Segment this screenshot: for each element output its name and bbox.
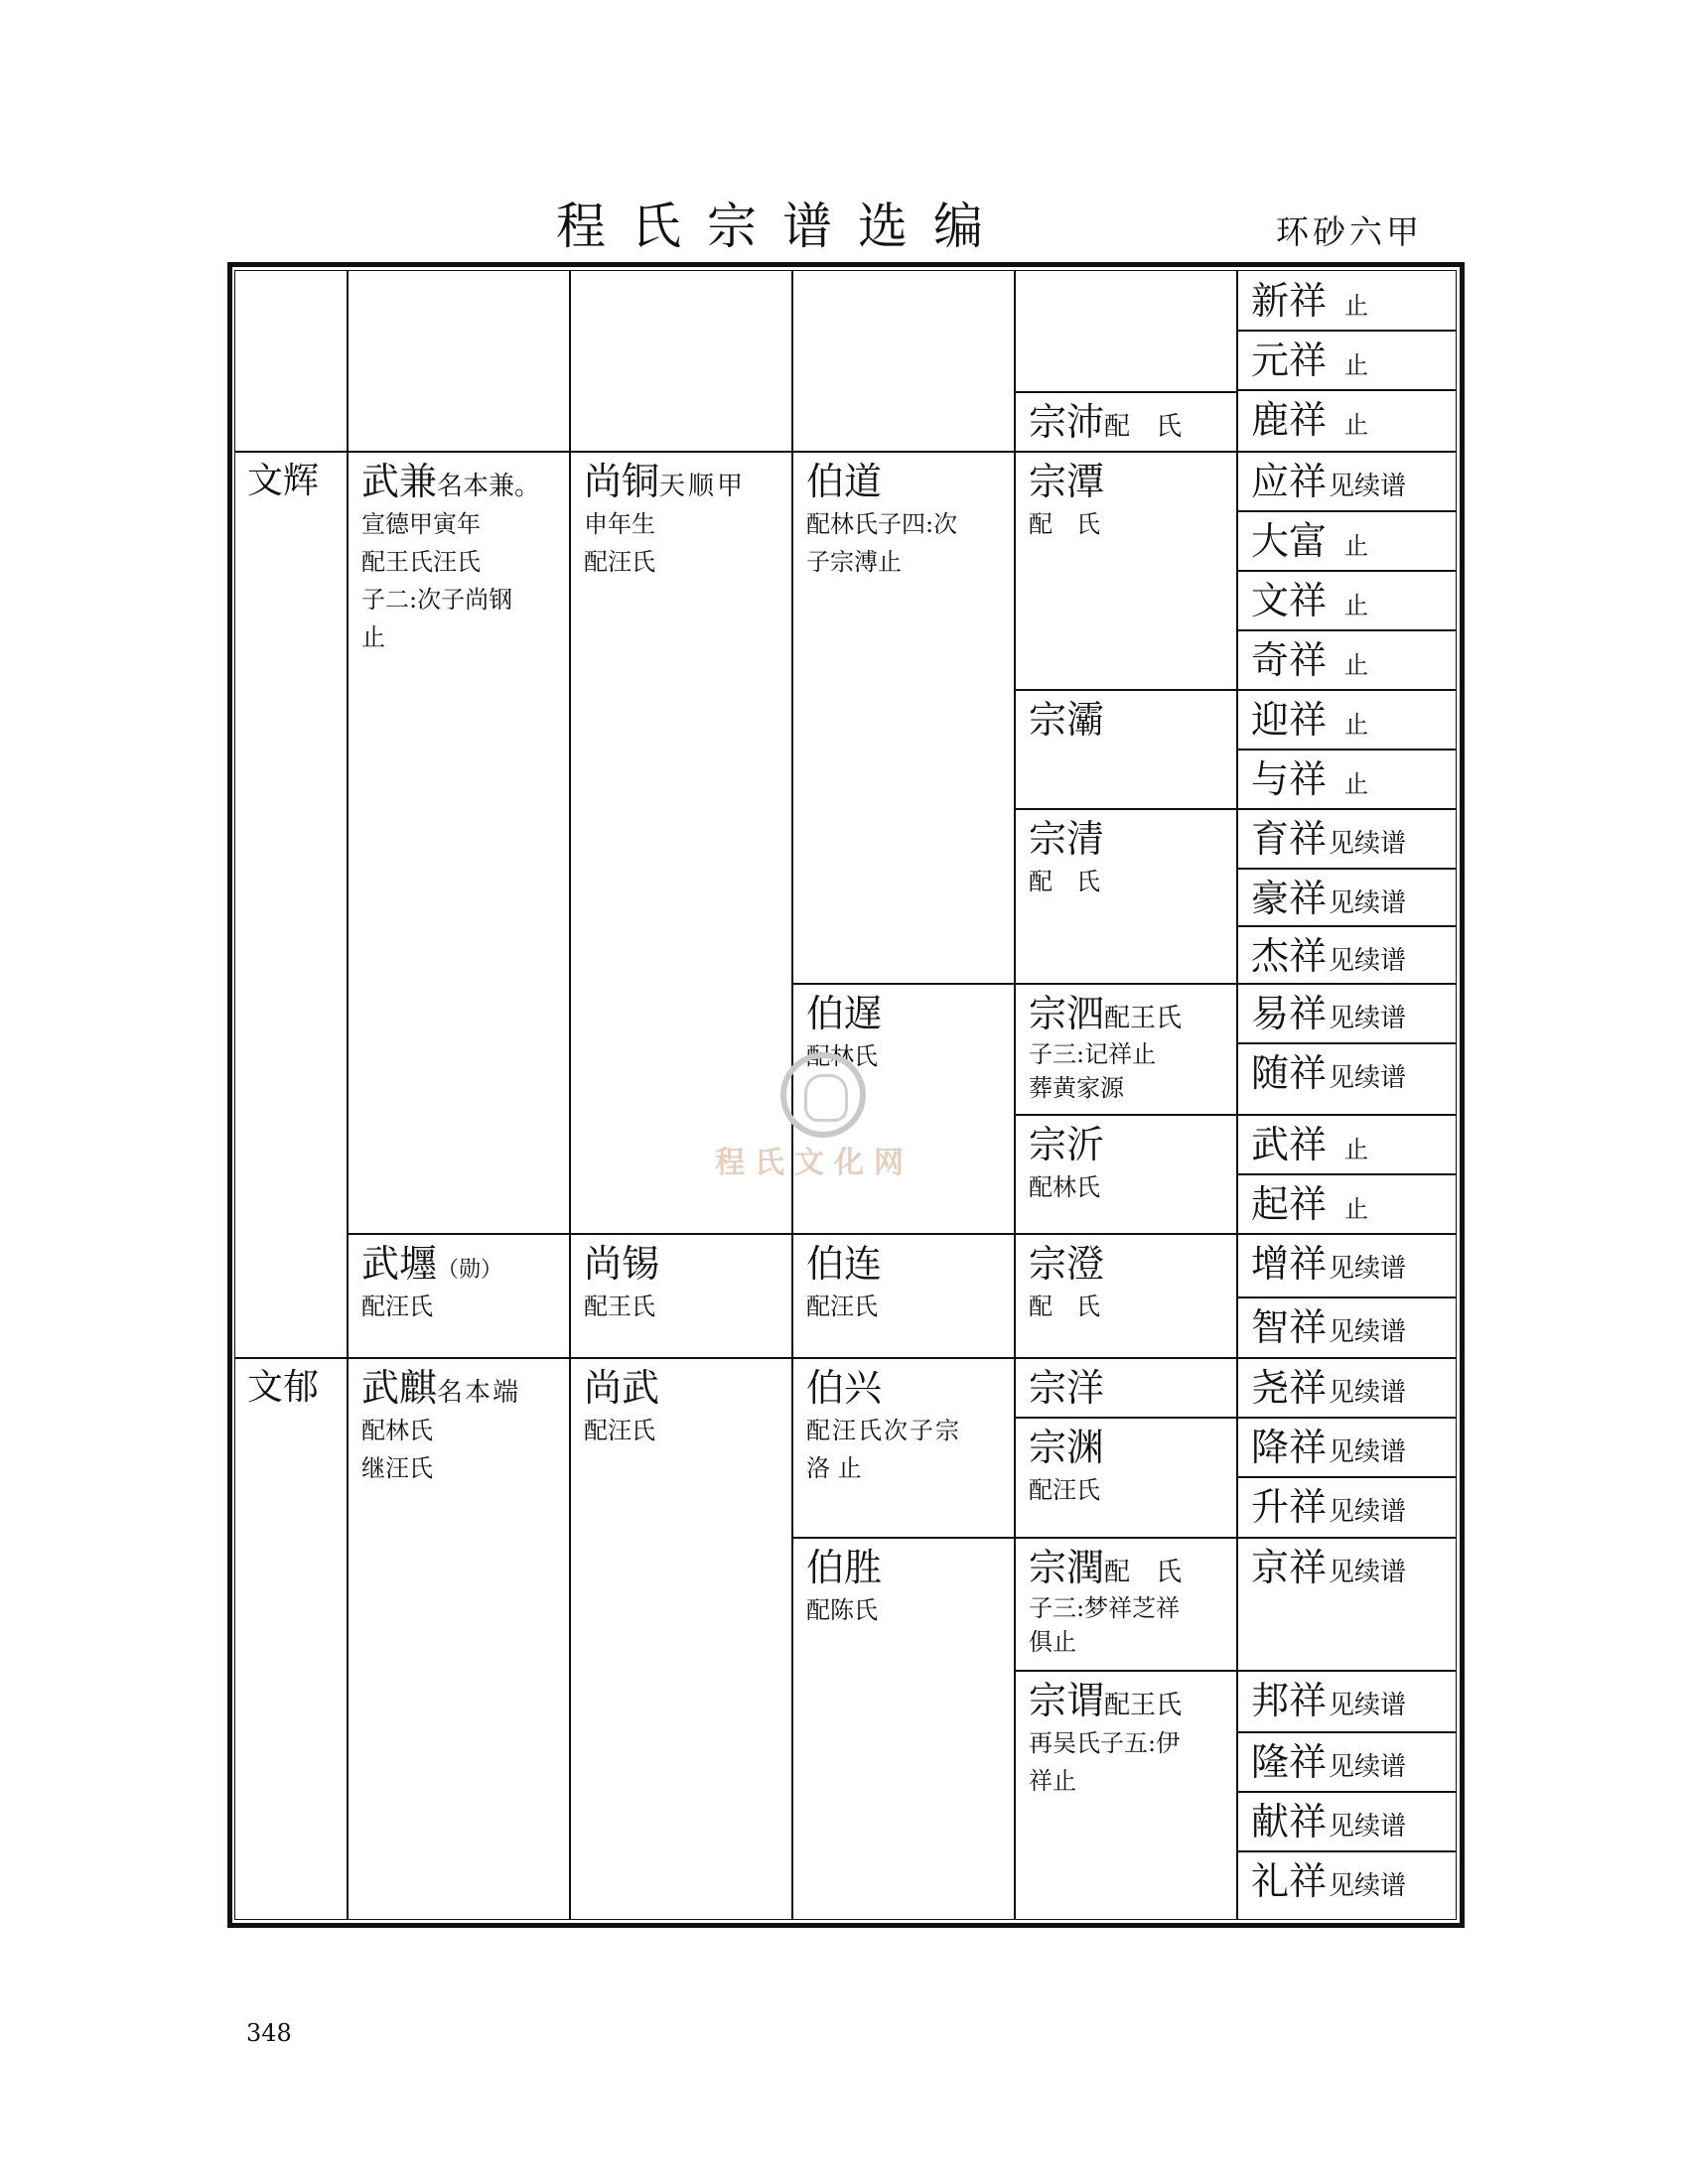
person-name: 宗洋 — [1029, 1366, 1105, 1410]
person-detail: 止 — [361, 623, 385, 651]
status-note: 止 — [1344, 1195, 1369, 1223]
gen6-cell — [1236, 808, 1457, 870]
person-detail: 子三:梦祥芝祥 — [1029, 1594, 1181, 1622]
person-name: 京祥 — [1251, 1546, 1328, 1589]
gen6-cell — [1236, 1476, 1457, 1539]
gen5-cell — [1014, 1537, 1238, 1672]
person-detail: 配汪氏 — [1029, 1476, 1100, 1504]
status-note: 止 — [1344, 532, 1369, 560]
person-detail: 子三:记祥止 — [1029, 1040, 1157, 1068]
person-detail: 宣德甲寅年 — [361, 510, 481, 538]
person-name: 武麒 — [361, 1366, 438, 1410]
person-name: 奇祥 — [1251, 638, 1328, 682]
gen6-cell — [1236, 389, 1457, 453]
status-note: 见续谱 — [1329, 946, 1407, 976]
gen3-cell — [569, 451, 793, 1235]
person-name: 尧祥 — [1251, 1366, 1328, 1410]
gen6-cell — [1236, 925, 1457, 985]
status-note: 止 — [1344, 651, 1369, 679]
status-note: 止 — [1344, 1136, 1369, 1163]
person-name: 武兼 — [361, 460, 438, 503]
person-inline-note: 配王氏 — [1104, 1004, 1183, 1033]
status-note: 见续谱 — [1329, 1558, 1407, 1587]
gen4-cell-empty — [791, 270, 1016, 453]
person-name: 降祥 — [1251, 1426, 1328, 1469]
person-name: 迎祥 — [1251, 698, 1328, 742]
status-note: 见续谱 — [1329, 1004, 1407, 1033]
gen5-cell — [1014, 808, 1238, 985]
gen6-cell — [1236, 1850, 1457, 1920]
status-note: 见续谱 — [1329, 1063, 1407, 1093]
person-detail: 洛 止 — [806, 1454, 862, 1482]
person-note: 配 氏 — [1104, 412, 1183, 442]
person-name: 礼祥 — [1251, 1859, 1328, 1903]
gen6-cell — [1236, 451, 1457, 512]
gen6-cell — [1236, 1042, 1457, 1116]
gen6-cell — [1236, 1233, 1457, 1298]
person-detail: 葬黄家源 — [1029, 1074, 1124, 1102]
gen2-cell — [347, 451, 571, 1235]
person-detail: 子宗溥止 — [806, 548, 902, 576]
person-name: 易祥 — [1251, 992, 1328, 1035]
person-name: 文祥 — [1251, 579, 1328, 622]
person-detail: 再吴氏子五:伊 — [1029, 1729, 1181, 1757]
person-name: 育祥 — [1251, 817, 1328, 861]
person-detail: 配王氏汪氏 — [361, 548, 481, 576]
person-name: 应祥 — [1251, 460, 1328, 503]
gen5-cell — [1014, 689, 1238, 810]
gen4-cell — [791, 451, 1016, 985]
gen6-cell — [1236, 1670, 1457, 1733]
status-note: 见续谱 — [1329, 1378, 1407, 1408]
gen6-cell — [1236, 510, 1457, 572]
person-detail: 配林氏子四:次 — [806, 510, 958, 538]
person-name: 豪祥 — [1251, 877, 1328, 920]
status-note: 见续谱 — [1329, 1812, 1407, 1842]
person-detail: 配林氏 — [1029, 1173, 1100, 1201]
gen5-cell — [1014, 1417, 1238, 1539]
status-note: 见续谱 — [1329, 1254, 1407, 1284]
person-name: 宗潤 — [1029, 1546, 1105, 1589]
gen6-cell — [1236, 1417, 1457, 1478]
gen6-cell — [1236, 1357, 1457, 1419]
person-inline-note: （勋） — [437, 1258, 503, 1283]
person-detail: 申年生 — [584, 510, 655, 538]
person-detail: 配王氏 — [584, 1293, 655, 1320]
watermark-text: 程氏文化网 — [715, 1146, 914, 1180]
person-detail: 俱止 — [1029, 1628, 1076, 1656]
gen6-cell — [1236, 570, 1457, 631]
gen6-cell — [1236, 1297, 1457, 1359]
person-name: 献祥 — [1251, 1800, 1328, 1843]
person-detail: 配汪氏 — [806, 1293, 878, 1320]
page-number: 348 — [246, 2019, 292, 2047]
person-name: 宗澄 — [1029, 1242, 1105, 1286]
person-name: 邦祥 — [1251, 1679, 1328, 1722]
gen3-cell-empty — [569, 270, 793, 453]
person-name: 尚铜 — [584, 460, 660, 503]
person-inline-note: 名本兼。 — [437, 472, 541, 501]
person-name: 尚武 — [584, 1366, 660, 1410]
gen6-cell — [1236, 689, 1457, 751]
gen2-cell — [347, 1233, 571, 1359]
person-name: 起祥 — [1251, 1182, 1328, 1226]
gen1-cell — [234, 1357, 349, 1920]
status-note: 见续谱 — [1329, 1437, 1407, 1467]
status-note: 见续谱 — [1329, 1871, 1407, 1901]
person-name: 新祥 — [1251, 279, 1328, 323]
status-note: 见续谱 — [1329, 1691, 1407, 1720]
person-name: 增祥 — [1251, 1242, 1328, 1286]
person-name: 伯道 — [806, 460, 883, 503]
gen6-cell — [1236, 330, 1457, 391]
gen6-cell — [1236, 1537, 1457, 1672]
person-name: 隆祥 — [1251, 1740, 1328, 1784]
person-inline-note: 配 氏 — [1104, 1558, 1183, 1587]
gen5-cell — [1014, 451, 1238, 691]
gen4-cell — [791, 1537, 1016, 1920]
person-inline-note: 名本端 — [437, 1378, 521, 1408]
person-name: 伯兴 — [806, 1366, 883, 1410]
gen5-cell — [1014, 983, 1238, 1116]
person-name: 宗潭 — [1029, 460, 1105, 503]
gen5-cell — [1014, 1233, 1238, 1359]
person-detail: 配 氏 — [1029, 510, 1100, 538]
person-name: 鹿祥 — [1251, 398, 1328, 442]
gen6-cell — [1236, 1114, 1457, 1175]
person-detail: 继汪氏 — [361, 1454, 433, 1482]
person-inline-note: 配王氏 — [1104, 1691, 1183, 1720]
gen3-cell — [569, 1357, 793, 1920]
person-detail: 配林氏 — [806, 1042, 878, 1070]
person-detail: 配汪氏 — [584, 1417, 655, 1444]
person-detail: 配汪氏次子宗 — [806, 1417, 961, 1444]
gen6-cell — [1236, 270, 1457, 332]
person-name: 宗沂 — [1029, 1123, 1105, 1166]
status-note: 见续谱 — [1329, 829, 1407, 859]
person-detail: 配汪氏 — [584, 548, 655, 576]
gen6-cell — [1236, 1791, 1457, 1852]
gen1-cell — [234, 451, 349, 1359]
person-name: 智祥 — [1251, 1305, 1328, 1349]
gen1-cell-empty — [234, 270, 349, 453]
status-note: 止 — [1344, 711, 1369, 739]
gen2-cell — [347, 1357, 571, 1920]
status-note: 见续谱 — [1329, 1497, 1407, 1527]
gen3-cell — [569, 1233, 793, 1359]
person-name: 升祥 — [1251, 1485, 1328, 1529]
status-note: 止 — [1344, 292, 1369, 320]
status-note: 止 — [1344, 770, 1369, 798]
status-note: 见续谱 — [1329, 1752, 1407, 1782]
person-name: 伯遅 — [806, 992, 883, 1035]
person-name: 杰祥 — [1251, 934, 1328, 978]
person-name: 随祥 — [1251, 1051, 1328, 1095]
person-detail: 祥止 — [1029, 1767, 1076, 1795]
person-detail: 子二:次子尚钢 — [361, 586, 513, 614]
gen6-cell — [1236, 749, 1457, 810]
status-note: 见续谱 — [1329, 888, 1407, 918]
person-name: 尚锡 — [584, 1242, 660, 1286]
person-name: 文郁 — [247, 1367, 320, 1408]
person-name: 宗谓 — [1029, 1679, 1105, 1722]
person-detail: 配 氏 — [1029, 868, 1100, 895]
person-detail: 配陈氏 — [806, 1596, 878, 1624]
status-note: 止 — [1344, 351, 1369, 379]
page-title: 程氏宗谱选编 — [556, 198, 1009, 255]
person-name: 宗渊 — [1029, 1426, 1105, 1469]
person-name: 宗清 — [1029, 817, 1105, 861]
gen5-cell-empty — [1014, 270, 1238, 393]
person-name: 元祥 — [1251, 339, 1328, 382]
person-detail: 配 氏 — [1029, 1293, 1100, 1320]
person-name: 伯连 — [806, 1242, 883, 1286]
person-name: 武祥 — [1251, 1123, 1328, 1166]
status-note: 止 — [1344, 592, 1369, 619]
status-note: 见续谱 — [1329, 472, 1407, 501]
person-detail: 配林氏 — [361, 1417, 433, 1444]
person-name: 伯胜 — [806, 1546, 883, 1589]
gen4-cell — [791, 1233, 1016, 1359]
gen6-cell — [1236, 1173, 1457, 1235]
person-name: 武壥 — [361, 1242, 438, 1286]
person-detail: 配汪氏 — [361, 1293, 433, 1320]
gen5-cell — [1014, 1670, 1238, 1920]
gen5-cell — [1014, 391, 1238, 453]
person-name: 大富 — [1251, 519, 1328, 563]
person-name: 宗沛 — [1029, 400, 1105, 444]
person-name: 宗灞 — [1029, 698, 1105, 742]
gen6-cell — [1236, 1731, 1457, 1793]
gen2-cell-empty — [347, 270, 571, 453]
gen6-cell — [1236, 983, 1457, 1044]
person-name: 与祥 — [1251, 757, 1328, 801]
person-name: 宗泗 — [1029, 992, 1105, 1035]
status-note: 止 — [1344, 411, 1369, 439]
gen5-cell — [1014, 1114, 1238, 1235]
person-name: 文辉 — [247, 461, 320, 501]
gen4-cell — [791, 1357, 1016, 1539]
page-subtitle: 环砂六甲 — [1276, 212, 1423, 251]
gen6-cell — [1236, 629, 1457, 691]
person-inline-note: 天顺甲 — [659, 472, 747, 501]
status-note: 见续谱 — [1329, 1317, 1407, 1347]
gen6-cell — [1236, 868, 1457, 927]
gen4-cell — [791, 983, 1016, 1235]
gen5-cell — [1014, 1357, 1238, 1419]
